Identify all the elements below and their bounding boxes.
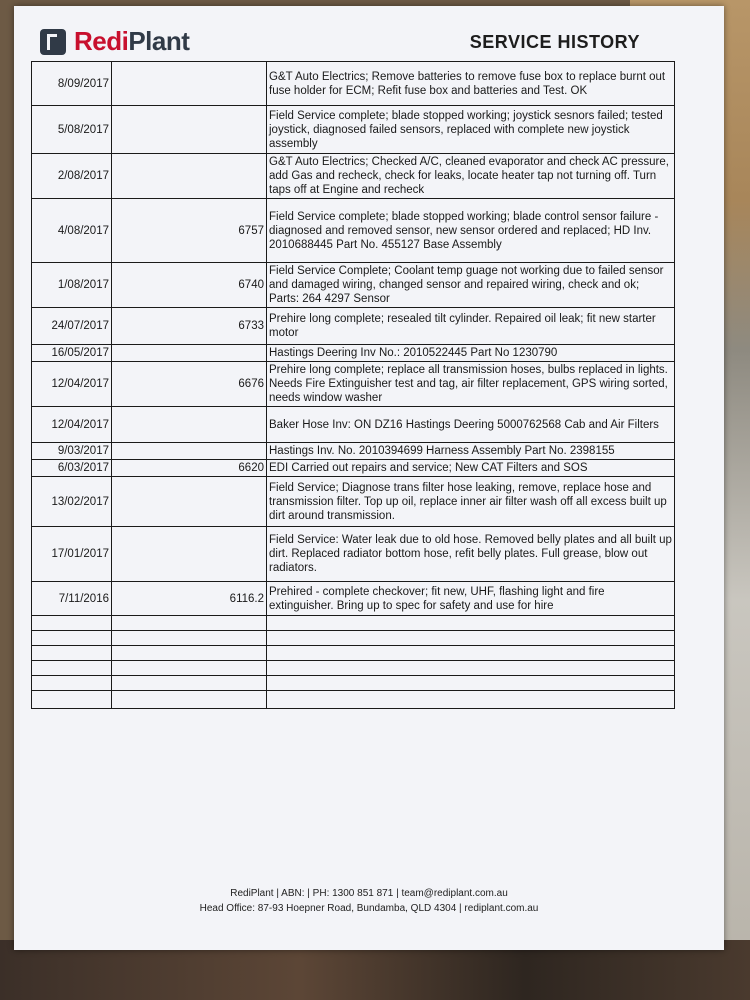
hours-reading-cell [112,62,267,106]
service-date-cell: 2/08/2017 [32,154,112,199]
service-description-cell: Field Service complete; blade stopped working; blade control sensor failure - diagnosed and removed sensor, new sensor ordered and replaced; HD Inv. 2010688445 Part No. 455127 Base Assembly [267,199,675,263]
hours-reading-cell: 6620 [112,460,267,477]
hours-reading-cell [112,527,267,582]
service-description-cell: Prehire long complete; resealed tilt cylinder. Repaired oil leak; fit new starter motor [267,308,675,345]
table-row [32,345,675,362]
table-row [32,263,675,308]
service-date-cell [32,676,112,691]
service-date-cell: 12/04/2017 [32,407,112,443]
table-row [32,582,675,616]
service-date-cell [32,631,112,646]
service-date-cell: 5/08/2017 [32,106,112,154]
service-description-cell [267,631,675,646]
service-date-cell: 6/03/2017 [32,460,112,477]
rediplant-logo [40,26,189,57]
hours-reading-cell [112,345,267,362]
document-page [14,6,724,950]
table-row [32,676,675,691]
service-description-cell: Field Service; Diagnose trans filter hose leaking, remove, replace hose and transmission filter. Top up oil, replace inner air filter wash off all excess built up dirt around transmission. [267,477,675,527]
table-row [32,616,675,631]
service-description-cell: G&T Auto Electrics; Remove batteries to remove fuse box to replace burnt out fuse holder for ECM; Refit fuse box and batteries and Test. OK [267,62,675,106]
service-history-table [31,61,675,709]
service-description-cell: Hastings Deering Inv No.: 2010522445 Part No 1230790 [267,345,675,362]
service-description-cell: Prehire long complete; replace all transmission hoses, bulbs replaced in lights. Needs Fire Extinguisher test and tag, air filter replacement, GPS wiring sorted, needs window washer [267,362,675,407]
logo-text-red: Redi [74,26,129,56]
hours-reading-cell [112,616,267,631]
service-date-cell: 24/07/2017 [32,308,112,345]
table-row [32,407,675,443]
table-row [32,308,675,345]
service-date-cell: 8/09/2017 [32,62,112,106]
service-description-cell: Prehired - complete checkover; fit new, UHF, flashing light and fire extinguisher. Bring up to spec for safety and use for hire [267,582,675,616]
service-date-cell: 17/01/2017 [32,527,112,582]
hours-reading-cell [112,154,267,199]
hours-reading-cell [112,443,267,460]
table-row [32,661,675,676]
table-row [32,362,675,407]
hours-reading-cell [112,477,267,527]
page-title: SERVICE HISTORY [469,32,640,52]
service-description-cell [267,676,675,691]
service-description-cell [267,661,675,676]
hours-reading-cell: 6733 [112,308,267,345]
logo-text-dark: Plant [128,26,190,56]
footer-contact-line: RediPlant | ABN: | PH: 1300 851 871 | team@rediplant.com.au [230,888,508,899]
service-date-cell: 9/03/2017 [32,443,112,460]
service-date-cell: 13/02/2017 [32,477,112,527]
service-description-cell [267,646,675,661]
hours-reading-cell: 6116.2 [112,582,267,616]
service-date-cell: 4/08/2017 [32,199,112,263]
service-date-cell: 12/04/2017 [32,362,112,407]
table-row [32,631,675,646]
service-date-cell: 16/05/2017 [32,345,112,362]
table-row [32,199,675,263]
service-description-cell: EDI Carried out repairs and service; New CAT Filters and SOS [267,460,675,477]
logo-wordmark [74,26,189,57]
hours-reading-cell [112,106,267,154]
service-description-cell: G&T Auto Electrics; Checked A/C, cleaned evaporator and check AC pressure, add Gas and recheck, check for leaks, locate heater tap not turning off. Turn taps off at Engine and recheck [267,154,675,199]
table-row [32,154,675,199]
logo-mark-icon [40,29,66,55]
table-row [32,106,675,154]
table-row [32,646,675,661]
service-date-cell [32,661,112,676]
hours-reading-cell [112,407,267,443]
service-description-cell: Baker Hose Inv: ON DZ16 Hastings Deering 5000762568 Cab and Air Filters [267,407,675,443]
service-date-cell [32,616,112,631]
footer-address-line: Head Office: 87-93 Hoepner Road, Bundamba, QLD 4304 | rediplant.com.au [199,903,539,914]
hours-reading-cell: 6740 [112,263,267,308]
service-description-cell: Field Service complete; blade stopped working; joystick sesnors failed; tested joystick, diagnosed failed sensors, replaced with complete new joystick assembly [267,106,675,154]
service-description-cell: Field Service: Water leak due to old hose. Removed belly plates and all built up dirt. Replaced radiator bottom hose, refit belly plates. Full grease, blow out radiators. [267,527,675,582]
service-description-cell: Field Service Complete; Coolant temp guage not working due to failed sensor and damaged wiring, changed sensor and repaired wiring, check and ok; Parts: 264 4297 Sensor [267,263,675,308]
hours-reading-cell [112,646,267,661]
service-description-cell: Hastings Inv. No. 2010394699 Harness Assembly Part No. 2398155 [267,443,675,460]
table-row [32,62,675,106]
hours-reading-cell: 6676 [112,362,267,407]
table-row [32,443,675,460]
hours-reading-cell: 6757 [112,199,267,263]
hours-reading-cell [112,631,267,646]
service-description-cell [267,616,675,631]
hours-reading-cell [112,676,267,691]
service-date-cell: 1/08/2017 [32,263,112,308]
hours-reading-cell [112,691,267,709]
service-date-cell [32,691,112,709]
service-description-cell [267,691,675,709]
table-row [32,527,675,582]
table-row [32,477,675,527]
service-date-cell [32,646,112,661]
hours-reading-cell [112,661,267,676]
service-date-cell: 7/11/2016 [32,582,112,616]
table-row [32,691,675,709]
table-row [32,460,675,477]
